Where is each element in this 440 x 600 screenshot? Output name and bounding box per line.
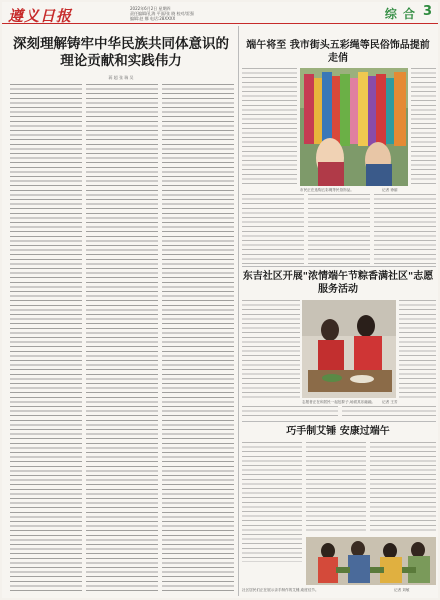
article-2-photo-credit: 记者 徐丽	[382, 188, 398, 192]
article-2-photo-caption: 市民正在选购五彩绳等民俗饰品。	[300, 188, 354, 192]
main-article-byline: 蒋 超 张 瑞 吴	[108, 75, 134, 80]
article-3-text-left	[242, 300, 300, 398]
article-4-photo-caption: 社区居民们正在展示亲手制作的艾锤,欢度佳节。	[242, 588, 319, 592]
main-article-title: 深刻理解铸牢中华民族共同体意识的理论贡献和实践伟力	[13, 36, 229, 69]
article-3-text-bottom-1	[242, 406, 338, 420]
festival-decorations-photo	[300, 68, 408, 186]
article-2-text-left	[242, 68, 297, 186]
column-divider	[238, 26, 239, 596]
article-4-photo-credit: 记者 刘敏	[394, 588, 410, 592]
article-2-text-bottom-3	[374, 194, 436, 264]
article-4-text-right	[370, 442, 436, 534]
main-article-column-3	[162, 84, 234, 594]
article-2-title: 端午将至 我市街头五彩绳等民俗饰品提前走俏	[246, 40, 430, 64]
section-name: 综 合	[384, 7, 416, 21]
main-article-column-2	[86, 84, 158, 594]
article-2-text-bottom-1	[242, 194, 304, 264]
article-4-text-left	[242, 442, 302, 562]
issue-date: 2022年6月2日 星期四	[130, 6, 171, 11]
article-3-text-right	[399, 300, 436, 398]
article-3-photo-caption: 志愿者正在和居民一起包粽子,场面其乐融融。	[302, 400, 376, 404]
section-divider-2	[242, 421, 436, 422]
article-3-text-bottom-2	[342, 406, 436, 420]
article-2-text-right	[411, 68, 436, 186]
volunteer-activity-photo	[302, 300, 396, 398]
newspaper-logo: 遵义日报	[8, 7, 73, 25]
article-4-title: 巧手制艾锤 安康过端午	[286, 426, 390, 437]
page-number: 3	[422, 4, 432, 19]
article-3-photo-credit: 记者 王芳	[382, 400, 398, 404]
main-article-column-1	[10, 84, 82, 594]
article-4-text-mid	[306, 442, 366, 534]
article-3-title: 东吉社区开展"浓情端午节粽香满社区"志愿服务活动	[242, 271, 434, 295]
masthead	[2, 2, 438, 24]
masthead-info	[130, 6, 240, 22]
article-2-text-bottom-2	[308, 194, 370, 264]
section-divider	[242, 266, 436, 267]
contact-line: 编辑:赵 娜 电话:28XXXX	[130, 16, 176, 22]
newspaper-page	[2, 2, 438, 598]
editor-line: 责任编辑/孔海 平面/张 晓 校对/雷强	[130, 11, 194, 17]
mugwort-hammer-photo	[306, 537, 436, 585]
